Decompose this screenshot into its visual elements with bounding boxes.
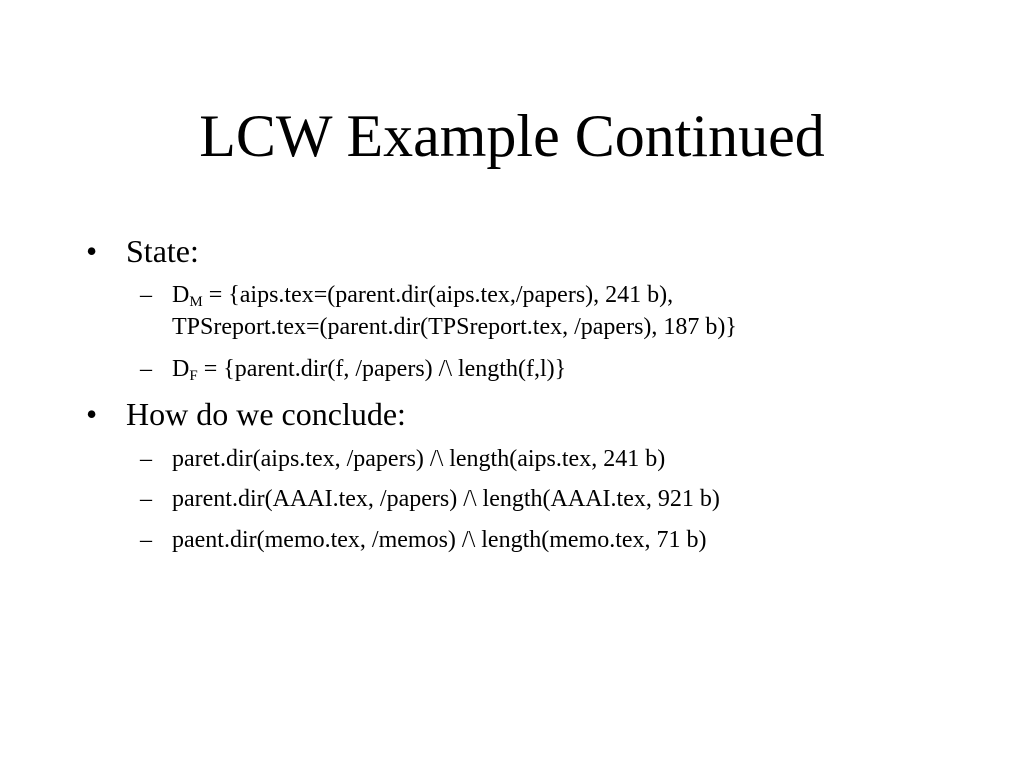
slide-title: LCW Example Continued — [199, 103, 825, 169]
subitem-text: parent.dir(AAAI.tex, /papers) /\ length(AAAI.tex, 921 b) — [172, 486, 720, 512]
subitem-text: paret.dir(aips.tex, /papers) /\ length(aips.tex, 241 b) — [172, 446, 666, 472]
subitem-df-line1 — [172, 355, 566, 384]
df-prefix: D — [172, 356, 190, 382]
dm-prefix: D — [172, 282, 190, 308]
dash-marker: – — [140, 486, 152, 512]
dm-subscript: M — [189, 294, 203, 310]
bullet-conclude — [86, 395, 406, 433]
df-text: = {parent.dir(f, /papers) /\ length(f,l)} — [197, 356, 567, 382]
bullet-marker: • — [86, 396, 98, 432]
dash-marker: – — [140, 446, 152, 472]
dm-text: = {aips.tex=(parent.dir(aips.tex,/papers), 241 b), — [202, 282, 674, 308]
bullet-state — [86, 232, 199, 270]
dash-marker: – — [140, 356, 152, 382]
subitem-dm-line2: TPSreport.tex=(parent.dir(TPSreport.tex, /papers), 187 b)} — [172, 314, 737, 340]
bullet-label: State: — [126, 233, 199, 269]
bullet-marker: • — [86, 233, 98, 269]
subitem-dm-line1 — [172, 281, 673, 310]
dash-marker: – — [140, 527, 152, 553]
df-subscript: F — [189, 368, 198, 384]
subitem-text: paent.dir(memo.tex, /memos) /\ length(memo.tex, 71 b) — [172, 527, 707, 553]
bullet-label: How do we conclude: — [126, 396, 406, 432]
dash-marker: – — [140, 282, 152, 308]
